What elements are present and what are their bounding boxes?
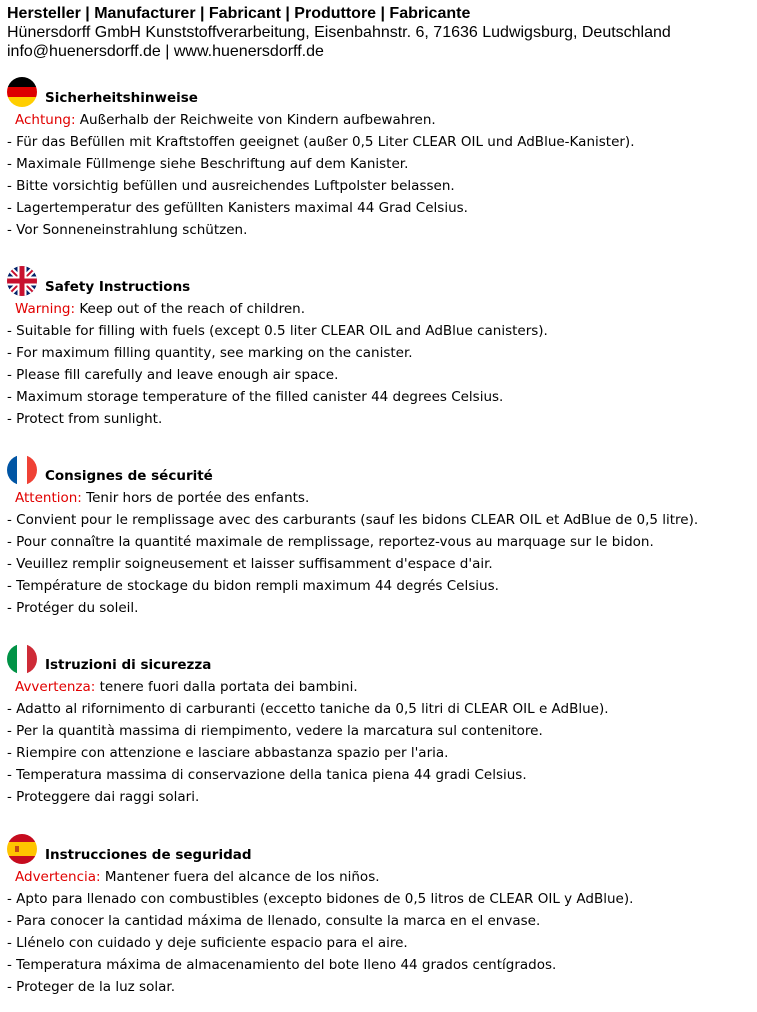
section-spanish	[7, 834, 752, 998]
list-item: - Please fill carefully and leave enough air space.	[7, 367, 339, 383]
italy-flag-icon	[7, 644, 37, 674]
manufacturer-contact: info@huenersdorff.de | www.huenersdorff.de	[7, 43, 324, 60]
section-italian	[7, 644, 752, 808]
warning-label: Warning:	[15, 301, 76, 317]
warning-label: Advertencia:	[15, 869, 101, 885]
section-title: Safety Instructions	[45, 279, 191, 295]
warning-line	[7, 487, 752, 509]
warning-label: Avvertenza:	[15, 679, 96, 695]
list-item: - Proteggere dai raggi solari.	[7, 789, 200, 805]
section-french	[7, 455, 752, 619]
list-item: - Maximum storage temperature of the filled canister 44 degrees Celsius.	[7, 389, 504, 405]
warning-line	[7, 676, 752, 698]
list-item: - Apto para llenado con combustibles (excepto bidones de 0,5 litros de CLEAR OIL y AdBlue).	[7, 891, 634, 907]
warning-line	[7, 109, 752, 131]
list-item: - Für das Befüllen mit Kraftstoffen geeignet (außer 0,5 Liter CLEAR OIL und AdBlue-Kanister).	[7, 134, 635, 150]
manufacturer-title: Hersteller | Manufacturer | Fabricant | Produttore | Fabricante	[7, 5, 471, 22]
section-heading	[7, 834, 752, 864]
uk-flag-icon	[7, 266, 37, 296]
warning-text: Außerhalb der Reichweite von Kindern aufbewahren.	[75, 112, 436, 128]
list-item: - Veuillez remplir soigneusement et laisser suffisamment d'espace d'air.	[7, 556, 493, 572]
list-item: - Protéger du soleil.	[7, 600, 139, 616]
list-item: - Maximale Füllmenge siehe Beschriftung auf dem Kanister.	[7, 156, 409, 172]
section-german	[7, 77, 752, 241]
warning-text: tenere fuori dalla portata dei bambini.	[95, 679, 358, 695]
germany-flag-icon	[7, 77, 37, 107]
list-item: - Llénelo con cuidado y deje suficiente espacio para el aire.	[7, 935, 408, 951]
list-item: - Adatto al rifornimento di carburanti (eccetto taniche da 0,5 litri di CLEAR OIL e AdBlue).	[7, 701, 609, 717]
list-item: - Vor Sonneneinstrahlung schützen.	[7, 222, 248, 238]
warning-label: Attention:	[15, 490, 82, 506]
warning-label: Achtung:	[15, 112, 76, 128]
list-item: - Riempire con attenzione e lasciare abbastanza spazio per l'aria.	[7, 745, 449, 761]
list-item: - Suitable for filling with fuels (except 0.5 liter CLEAR OIL and AdBlue canisters).	[7, 323, 548, 339]
warning-text: Keep out of the reach of children.	[75, 301, 306, 317]
spain-flag-icon	[7, 834, 37, 864]
section-title: Istruzioni di sicurezza	[45, 657, 212, 673]
list-item: - Température de stockage du bidon rempli maximum 44 degrés Celsius.	[7, 578, 499, 594]
section-title: Instrucciones de seguridad	[45, 847, 252, 863]
warning-text: Tenir hors de portée des enfants.	[81, 490, 310, 506]
section-heading	[7, 77, 752, 107]
section-title: Consignes de sécurité	[45, 468, 213, 484]
warning-line	[7, 298, 752, 320]
list-item: - Pour connaître la quantité maximale de remplissage, reportez-vous au marquage sur le bidon.	[7, 534, 654, 550]
list-item: - Proteger de la luz solar.	[7, 979, 175, 995]
list-item: - For maximum filling quantity, see marking on the canister.	[7, 345, 413, 361]
list-item: - Para conocer la cantidad máxima de llenado, consulte la marca en el envase.	[7, 913, 541, 929]
list-item: - Temperatura máxima de almacenamiento del bote lleno 44 grados centígrados.	[7, 957, 557, 973]
list-item: - Protect from sunlight.	[7, 411, 163, 427]
list-item: - Bitte vorsichtig befüllen und ausreichendes Luftpolster belassen.	[7, 178, 455, 194]
section-heading	[7, 266, 752, 296]
section-heading	[7, 455, 752, 485]
warning-line	[7, 866, 752, 888]
section-heading	[7, 644, 752, 674]
warning-text: Mantener fuera del alcance de los niños.	[100, 869, 380, 885]
list-item: - Lagertemperatur des gefüllten Kanisters maximal 44 Grad Celsius.	[7, 200, 468, 216]
manufacturer-address: Hünersdorff GmbH Kunststoffverarbeitung, Eisenbahnstr. 6, 71636 Ludwigsburg, Deutschland	[7, 24, 671, 41]
list-item: - Per la quantità massima di riempimento, vedere la marcatura sul contenitore.	[7, 723, 543, 739]
list-item: - Convient pour le remplissage avec des carburants (sauf les bidons CLEAR OIL et AdBlue de 0,5 litre).	[7, 512, 699, 528]
section-english	[7, 266, 752, 430]
manufacturer-header	[7, 4, 671, 61]
section-title: Sicherheitshinweise	[45, 90, 198, 106]
france-flag-icon	[7, 455, 37, 485]
list-item: - Temperatura massima di conservazione della tanica piena 44 gradi Celsius.	[7, 767, 527, 783]
